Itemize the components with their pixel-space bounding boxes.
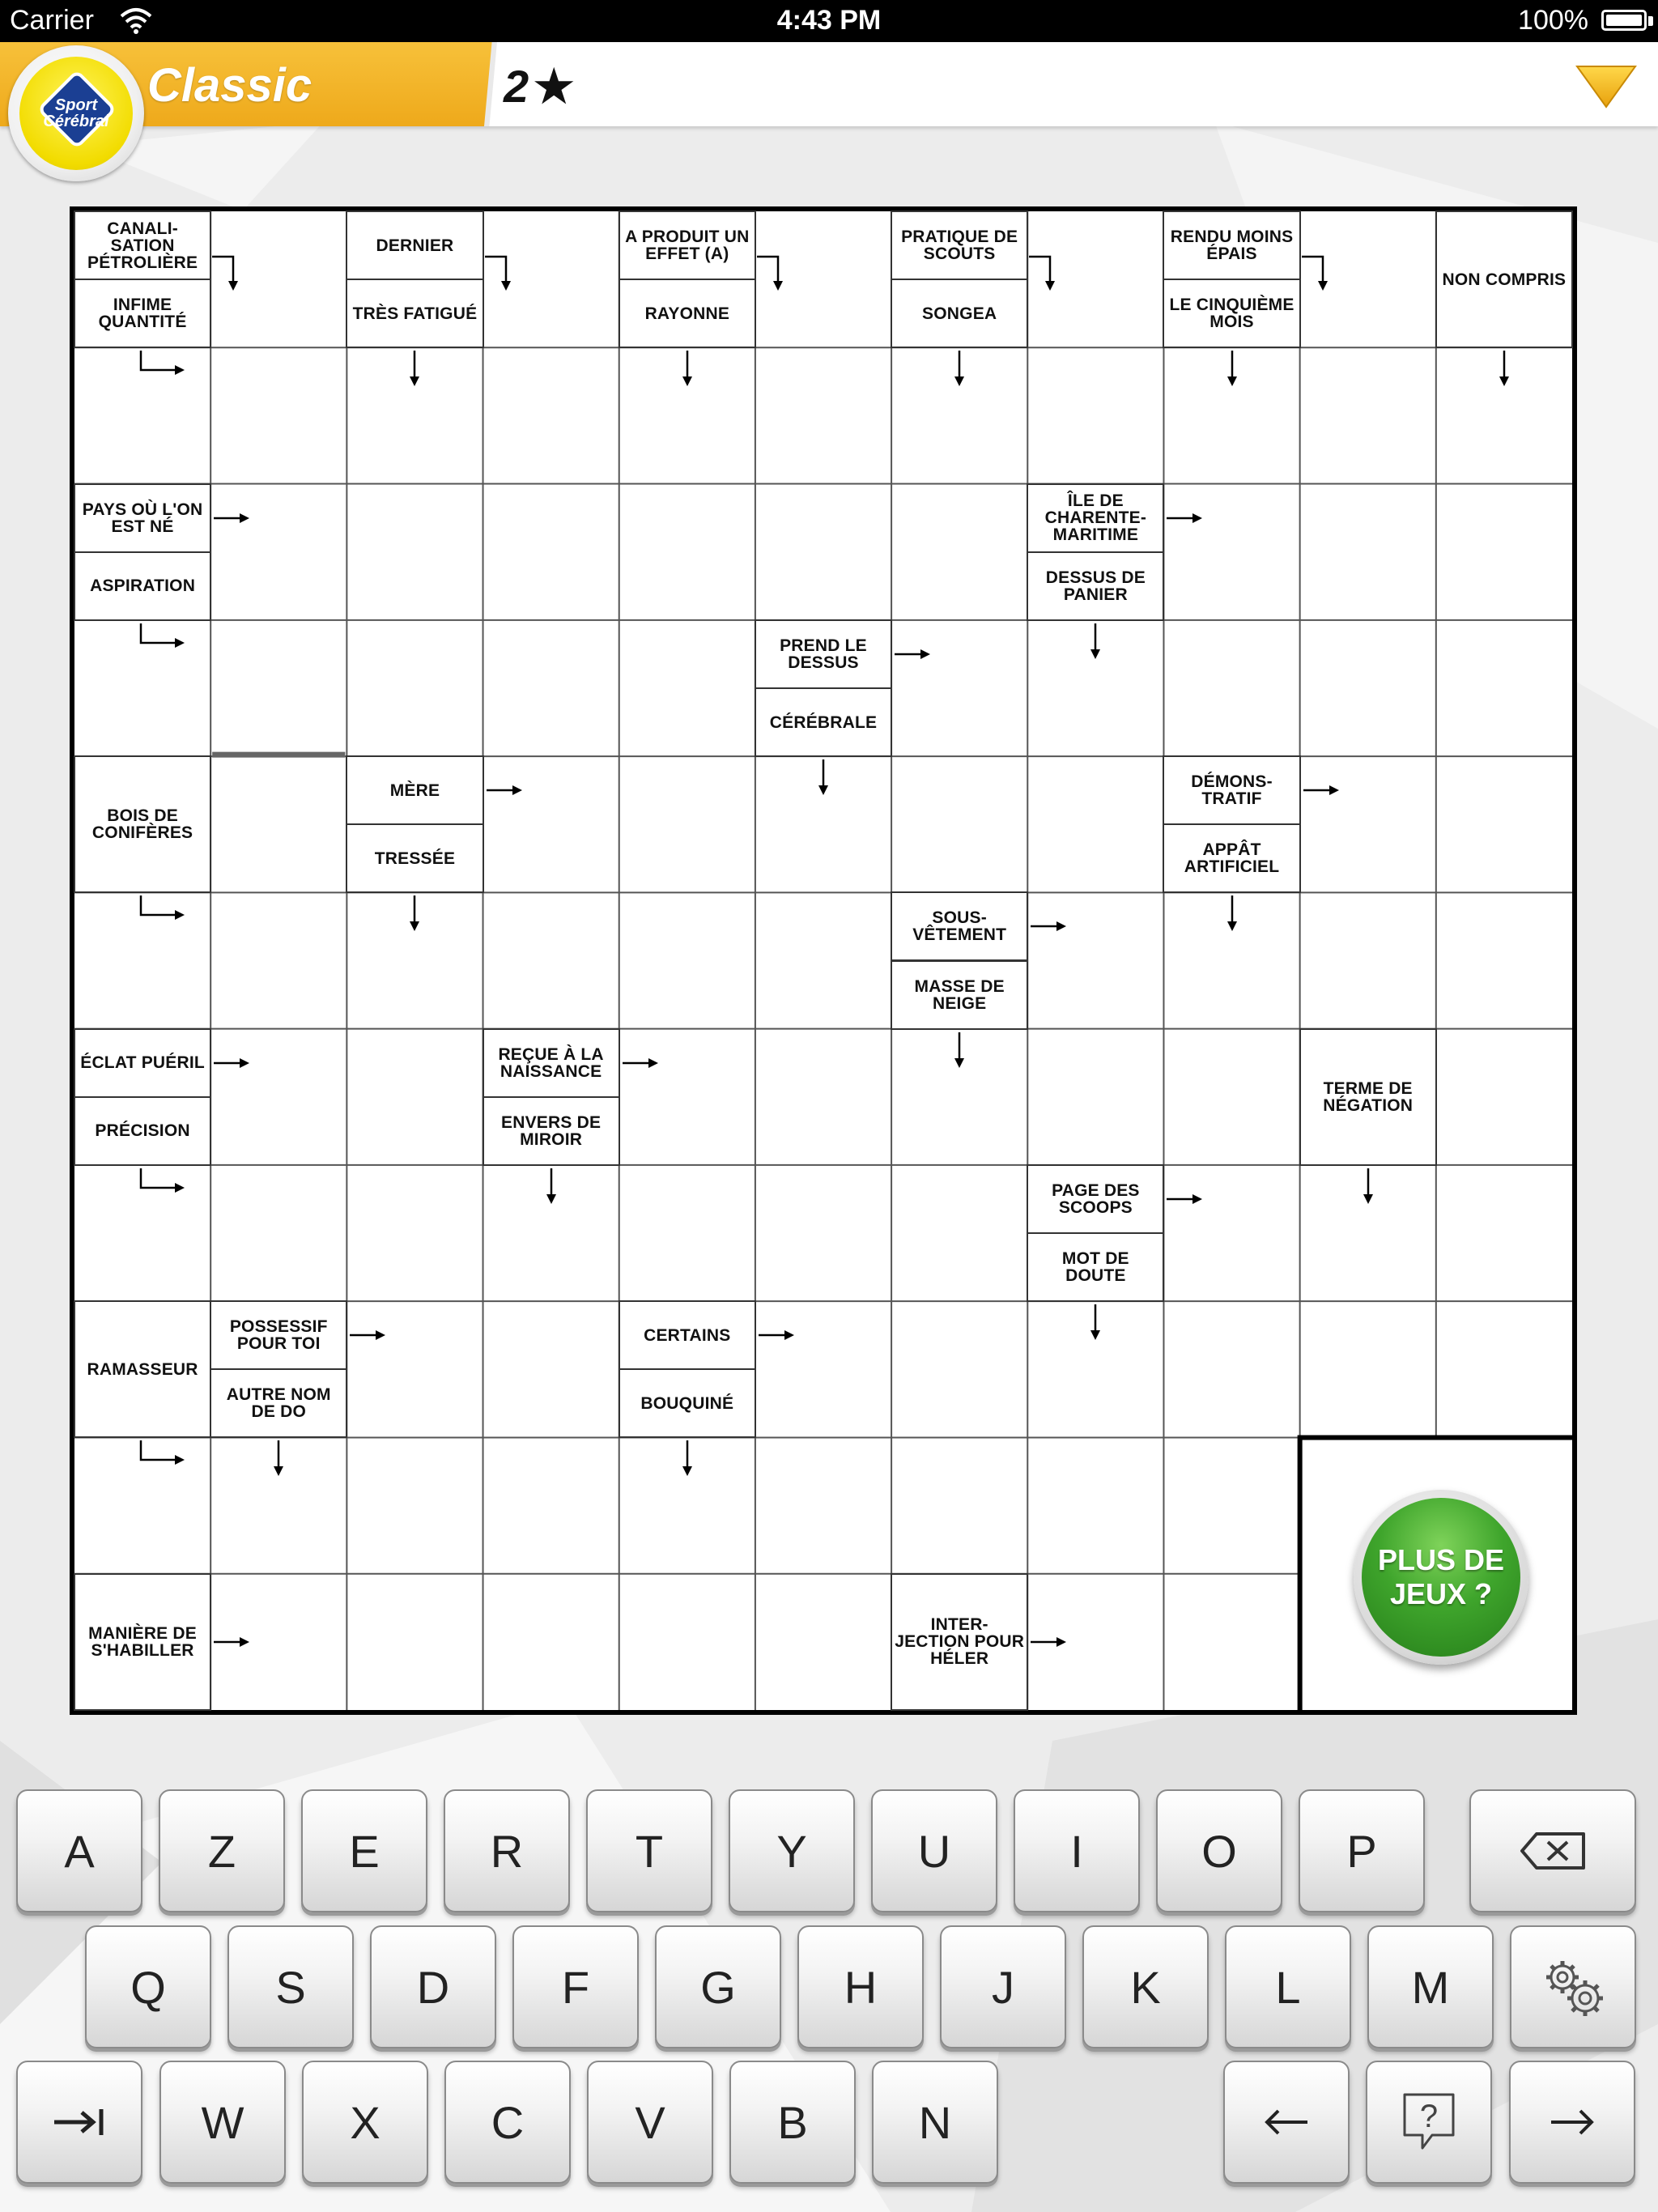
clue-cell: TRÈS FATIGUÉ — [346, 279, 483, 348]
clue-cell: LE CINQUIÈME MOIS — [1163, 279, 1300, 348]
clue-arrow-icon — [815, 759, 831, 797]
battery-icon — [1601, 10, 1647, 31]
clue-cell: CANALI-SATION PÉTROLIÈRE — [74, 211, 211, 280]
clue-arrow-icon — [1302, 253, 1334, 292]
clue-arrow-icon — [1031, 918, 1068, 934]
clue-cell: SONGEA — [891, 279, 1028, 348]
clue-cell: POSSESSIF POUR TOI — [210, 1300, 347, 1370]
clue-cell: INTER-JECTION POUR HÉLER — [891, 1573, 1028, 1711]
key-s[interactable]: S — [227, 1925, 354, 2048]
clue-arrow-icon — [1031, 1634, 1068, 1650]
clue-arrow-icon — [679, 351, 695, 388]
clue-cell: TRESSÉE — [346, 823, 483, 893]
clue-arrow-icon — [270, 1440, 287, 1478]
clue-cell: PRATIQUE DE SCOUTS — [891, 211, 1028, 280]
svg-text:?: ? — [1419, 2099, 1439, 2134]
clue-arrow-icon — [1087, 623, 1103, 661]
key-z[interactable]: Z — [159, 1789, 285, 1912]
clue-arrow-icon — [485, 253, 517, 292]
key-y[interactable]: Y — [729, 1789, 855, 1912]
difficulty-rating — [504, 60, 574, 113]
clue-cell: INFIME QUANTITÉ — [74, 279, 211, 348]
clue-arrow-icon — [1167, 1191, 1204, 1207]
header-bar — [0, 42, 1658, 126]
clue-arrow-icon — [759, 1327, 796, 1343]
clue-cell: DÉMONS-TRATIF — [1163, 755, 1300, 825]
settings-icon — [1538, 1955, 1608, 2019]
clue-arrow-icon — [543, 1168, 559, 1206]
key-h[interactable]: H — [797, 1925, 924, 2048]
clue-arrow-icon — [350, 1327, 387, 1343]
key-x[interactable]: X — [302, 2061, 428, 2184]
next-clue-key[interactable] — [1509, 2061, 1635, 2184]
clue-arrow-icon — [951, 351, 967, 388]
more-games-label-line2: JEUX ? — [1389, 1577, 1493, 1610]
key-f[interactable]: F — [512, 1925, 639, 2048]
clue-arrow-icon — [1087, 1304, 1103, 1342]
key-v[interactable]: V — [587, 2061, 713, 2184]
game-mode-title: Classic — [147, 59, 312, 112]
clue-cell: A PRODUIT UN EFFET (A) — [619, 211, 756, 280]
previous-clue-key[interactable] — [1223, 2061, 1350, 2184]
clue-arrow-icon — [406, 895, 423, 933]
clue-cell: NON COMPRIS — [1435, 211, 1573, 348]
settings-key[interactable] — [1510, 1925, 1636, 2048]
logo-badge — [19, 57, 133, 170]
difficulty-value: 2 — [504, 61, 529, 112]
battery-nub — [1648, 16, 1653, 26]
triangle-down-icon[interactable] — [1575, 63, 1637, 108]
clue-cell: PAGE DES SCOOPS — [1027, 1164, 1164, 1234]
clock: 4:43 PM — [776, 5, 882, 36]
clue-cell: REÇUE À LA NAISSANCE — [483, 1028, 620, 1098]
clue-arrow-icon — [895, 646, 932, 662]
clue-arrow-icon — [139, 351, 188, 378]
clue-arrow-icon — [1303, 782, 1341, 798]
clue-cell: ÎLE DE CHARENTE-MARITIME — [1027, 483, 1164, 553]
clue-cell: ENVERS DE MIROIR — [483, 1096, 620, 1166]
clue-arrow-icon — [1224, 895, 1240, 933]
clue-arrow-icon — [406, 351, 423, 388]
crossword-grid[interactable] — [70, 206, 1577, 1715]
help-icon — [1400, 2090, 1458, 2155]
sport-cerebral-logo — [8, 45, 144, 181]
clue-cell: SOUS-VÊTEMENT — [891, 891, 1028, 961]
clue-cell: MÈRE — [346, 755, 483, 825]
clue-arrow-icon — [214, 1634, 251, 1650]
clue-arrow-icon — [212, 253, 244, 292]
key-m[interactable]: M — [1367, 1925, 1494, 2048]
key-e[interactable]: E — [301, 1789, 427, 1912]
clue-cell: TERME DE NÉGATION — [1299, 1028, 1437, 1166]
key-b[interactable]: B — [729, 2061, 856, 2184]
clue-cell: RAYONNE — [619, 279, 756, 348]
logo-text-line2: Cérébral — [43, 113, 109, 130]
key-j[interactable]: J — [940, 1925, 1066, 2048]
tab-icon — [51, 2106, 108, 2138]
key-w[interactable]: W — [159, 2061, 286, 2184]
clue-cell: AUTRE NOM DE DO — [210, 1368, 347, 1438]
clue-arrow-icon — [214, 1055, 251, 1071]
logo-text-line1: Sport — [54, 96, 98, 114]
battery-percentage: 100% — [1518, 5, 1588, 36]
clue-arrow-icon — [139, 895, 188, 923]
grid-lines — [74, 211, 1572, 1710]
clue-cell: MOT DE DOUTE — [1027, 1232, 1164, 1302]
clue-cell: MANIÈRE DE S'HABILLER — [74, 1573, 211, 1711]
clue-cell: APPÂT ARTIFICIEL — [1163, 823, 1300, 893]
clue-cell: BOIS DE CONIFÈRES — [74, 755, 211, 893]
key-k[interactable]: K — [1082, 1925, 1209, 2048]
star-icon: ★ — [534, 61, 575, 112]
clue-cell: CÉRÉBRALE — [755, 687, 892, 757]
clue-arrow-icon — [139, 623, 188, 651]
clue-arrow-icon — [214, 510, 251, 526]
key-n[interactable]: N — [872, 2061, 998, 2184]
key-u[interactable]: U — [871, 1789, 997, 1912]
clue-arrow-icon — [623, 1055, 660, 1071]
clue-cell: DERNIER — [346, 211, 483, 280]
key-r[interactable]: R — [444, 1789, 570, 1912]
clue-cell: PREND LE DESSUS — [755, 619, 892, 689]
carrier-label: Carrier — [10, 5, 94, 36]
clue-arrow-icon — [139, 1440, 188, 1468]
key-q[interactable]: Q — [85, 1925, 211, 2048]
clue-arrow-icon — [1360, 1168, 1376, 1206]
arrow-right-icon — [1548, 2106, 1596, 2138]
clue-cell: BOUQUINÉ — [619, 1368, 756, 1438]
clue-cell: PAYS OÙ L'ON EST NÉ — [74, 483, 211, 553]
clue-cell: DESSUS DE PANIER — [1027, 551, 1164, 621]
key-d[interactable]: D — [370, 1925, 496, 2048]
key-l[interactable]: L — [1225, 1925, 1351, 2048]
clue-arrow-icon — [139, 1168, 188, 1196]
clue-arrow-icon — [1224, 351, 1240, 388]
backspace-icon — [1519, 1831, 1587, 1871]
clue-arrow-icon — [1496, 351, 1512, 388]
clue-cell: RAMASSEUR — [74, 1300, 211, 1438]
clue-cell: PRÉCISION — [74, 1096, 211, 1166]
key-o[interactable]: O — [1156, 1789, 1282, 1912]
clue-cell: MASSE DE NEIGE — [891, 960, 1028, 1030]
clue-arrow-icon — [1029, 253, 1061, 292]
clue-cell: RENDU MOINS ÉPAIS — [1163, 211, 1300, 280]
help-key[interactable] — [1366, 2061, 1492, 2184]
clue-arrow-icon — [679, 1440, 695, 1478]
key-a[interactable]: A — [16, 1789, 142, 1912]
key-i[interactable]: I — [1014, 1789, 1140, 1912]
key-t[interactable]: T — [586, 1789, 712, 1912]
clue-cell: CERTAINS — [619, 1300, 756, 1370]
status-bar — [0, 0, 1658, 42]
more-games-button[interactable] — [1354, 1490, 1528, 1665]
clue-arrow-icon — [757, 253, 789, 292]
backspace-key[interactable] — [1469, 1789, 1636, 1912]
key-c[interactable]: C — [444, 2061, 571, 2184]
clue-arrow-icon — [1167, 510, 1204, 526]
tab-key[interactable] — [16, 2061, 142, 2184]
more-games-label-line1: PLUS DE — [1377, 1543, 1505, 1576]
logo-text — [19, 97, 133, 130]
key-g[interactable]: G — [655, 1925, 781, 2048]
clue-cell: ÉCLAT PUÉRIL — [74, 1028, 211, 1098]
arrow-left-icon — [1262, 2106, 1311, 2138]
clue-cell: ASPIRATION — [74, 551, 211, 621]
key-p[interactable]: P — [1299, 1789, 1425, 1912]
clue-arrow-icon — [951, 1032, 967, 1070]
clue-arrow-icon — [487, 782, 524, 798]
more-games-button-face — [1362, 1498, 1520, 1657]
